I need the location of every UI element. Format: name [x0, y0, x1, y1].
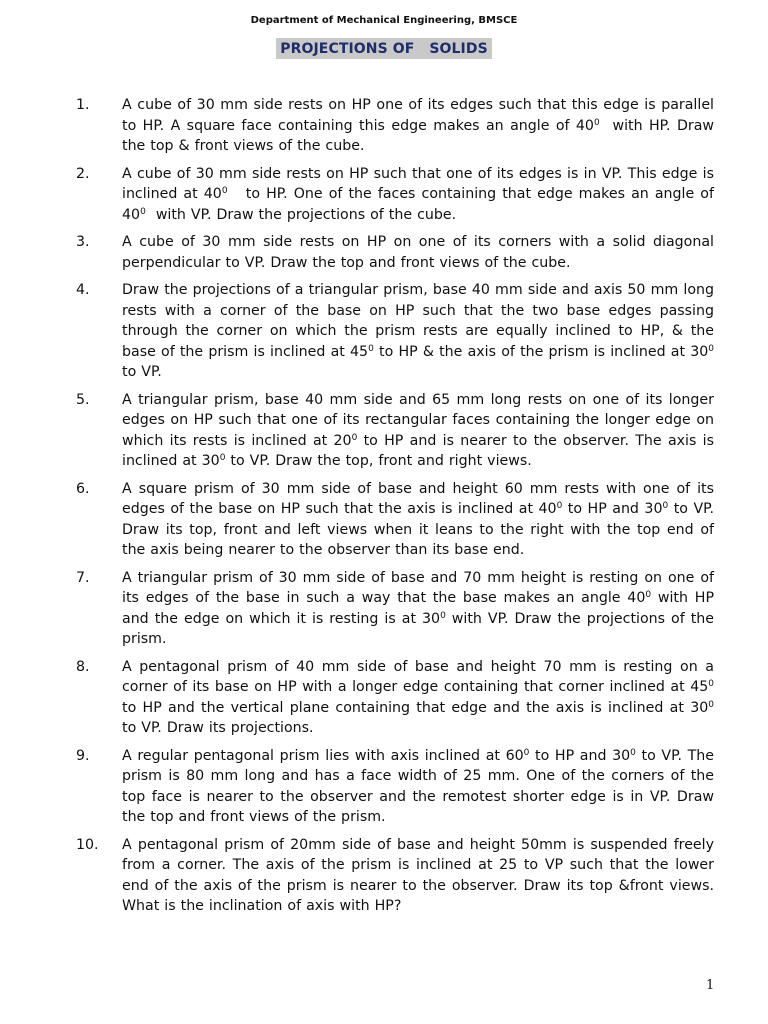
problem-text-segment: with VP. Draw the projections of the cube.	[145, 206, 457, 223]
problem-number: 6.	[76, 480, 90, 497]
page-number: 1	[706, 978, 715, 993]
problem-text-segment: to VP. Draw the top, front and right views.	[225, 453, 532, 469]
problem-text	[122, 835, 720, 917]
degree-superscript: 0	[662, 501, 669, 511]
problem-item	[0, 95, 768, 157]
problem-number: 10.	[76, 836, 99, 853]
problem-text-segment: to HP and is nearer to the observer. The axis is inclined at 30	[122, 432, 720, 469]
problem-text	[122, 568, 720, 650]
problem-text-segment: to HP. One of the faces containing that edge makes an angle of 40	[122, 186, 719, 223]
problem-text	[122, 390, 720, 472]
problem-text-segment: A triangular prism of 30 mm side of base and 70 mm height is resting on one of its edges of the base in such a way that the base makes an angle 40	[122, 569, 720, 606]
problem-text-segment: A pentagonal prism of 40 mm side of base and height 70 mm is resting on a corner of its base on HP with a longer edge containing that corner inclined at 45	[122, 658, 720, 695]
degree-superscript: 0	[351, 432, 358, 443]
problem-text-segment: to HP and the vertical plane containing that edge and the axis is inclined at 30	[122, 679, 720, 716]
department-header: Department of Mechanical Engineering, BMSCE	[250, 15, 518, 26]
problem-text-segment: with HP. Draw the top & front views of the cube.	[122, 117, 720, 154]
problem-text-segment: A regular pentagonal prism lies with axis inclined at 60	[122, 747, 524, 764]
problem-text	[122, 746, 720, 828]
degree-superscript: 0	[556, 501, 563, 511]
title-container	[0, 38, 768, 59]
problem-item	[0, 835, 768, 917]
problem-item	[0, 568, 768, 650]
degree-superscript: 0	[708, 699, 714, 710]
problem-text	[122, 164, 720, 226]
problem-number: 1.	[76, 97, 90, 113]
problem-text-segment: A cube of 30 mm side rests on HP such that one of its edges is in VP. This edge is inclined at 40	[122, 165, 720, 202]
degree-superscript: 0	[630, 747, 636, 758]
problem-text-segment: to VP.	[122, 343, 720, 380]
degree-superscript: 0	[593, 117, 600, 128]
problem-item	[0, 657, 768, 739]
degree-superscript: 0	[368, 343, 374, 354]
problem-text-segment: to HP and 30	[529, 747, 631, 764]
problem-number: 7.	[76, 569, 90, 586]
problem-text	[122, 479, 720, 561]
problem-text-segment: A cube of 30 mm side rests on HP one of its edges such that this edge is parallel to HP. A square face containing this edge makes an angle of 40	[122, 97, 720, 134]
problem-number: 9.	[76, 747, 90, 764]
page-title: PROJECTIONS OF SOLIDS	[276, 38, 492, 59]
degree-superscript: 0	[645, 590, 652, 600]
problem-item	[0, 746, 768, 828]
problem-text-segment: with VP. Draw the projections of the prism.	[122, 610, 720, 647]
problem-number: 8.	[76, 658, 90, 675]
problem-text-segment: to VP. The prism is 80 mm long and has a face width of 25 mm. One of the corners of the top face is nearer to the observer and the remotest shorter edge is in VP. Draw the top and front views of the prism.	[122, 747, 720, 825]
problem-number: 3.	[76, 234, 90, 250]
degree-superscript: 0	[708, 343, 715, 354]
problem-text-segment: A triangular prism, base 40 mm side and 65 mm long rests on one of its longer edges on HP such that one of its rectangular faces containing the longer edge on which its rests is inclined at 20	[122, 391, 720, 449]
problem-text	[122, 95, 720, 157]
degree-superscript: 0	[708, 679, 714, 689]
problem-item	[0, 280, 768, 383]
problem-number: 2.	[76, 165, 90, 182]
degree-superscript: 0	[523, 747, 530, 758]
problem-number: 5.	[76, 391, 90, 408]
problem-text-segment: to HP and 30	[562, 501, 663, 517]
degree-superscript: 0	[440, 610, 446, 621]
problem-item	[0, 390, 768, 472]
problem-text-segment: to HP & the axis of the prism is inclined at 30	[373, 343, 709, 360]
degree-superscript: 0	[219, 453, 226, 463]
problem-text	[122, 280, 720, 383]
problem-item	[0, 479, 768, 561]
problem-text-segment: A pentagonal prism of 20mm side of base and height 50mm is suspended freely from a corner. The axis of the prism is inclined at 25 to VP such that the lower end of the axis of the prism is nearer to the observer. Draw its top &front views. What is the inclination of axis with HP?	[122, 836, 720, 914]
problem-number: 4.	[76, 282, 90, 298]
problem-text-segment: to VP. Draw its top, front and left views when it leans to the right with the top end of the axis being nearer to the observer than its base end.	[122, 501, 720, 558]
problem-text-segment: A cube of 30 mm side rests on HP on one of its corners with a solid diagonal perpendicular to VP. Draw the top and front views of the cube.	[122, 234, 720, 271]
problem-list	[0, 95, 768, 924]
problem-text	[122, 657, 720, 739]
problem-text-segment: A square prism of 30 mm side of base and height 60 mm rests with one of its edges of the base on HP such that the axis is inclined at 40	[122, 480, 720, 517]
problem-item	[0, 164, 768, 226]
degree-superscript: 0	[221, 186, 228, 196]
degree-superscript: 0	[140, 206, 146, 217]
problem-text-segment: Draw the projections of a triangular prism, base 40 mm side and axis 50 mm long rests with a corner of the base on HP such that the two base edges passing through the corner on which the prism rests are equally inclined to HP, & the base of the prism is inclined at 45	[122, 282, 720, 360]
problem-text-segment: with HP and the edge on which it is resting is at 30	[122, 590, 720, 627]
problem-text	[122, 232, 720, 273]
problem-item	[0, 232, 768, 273]
problem-text-segment: to VP. Draw its projections.	[122, 699, 720, 736]
